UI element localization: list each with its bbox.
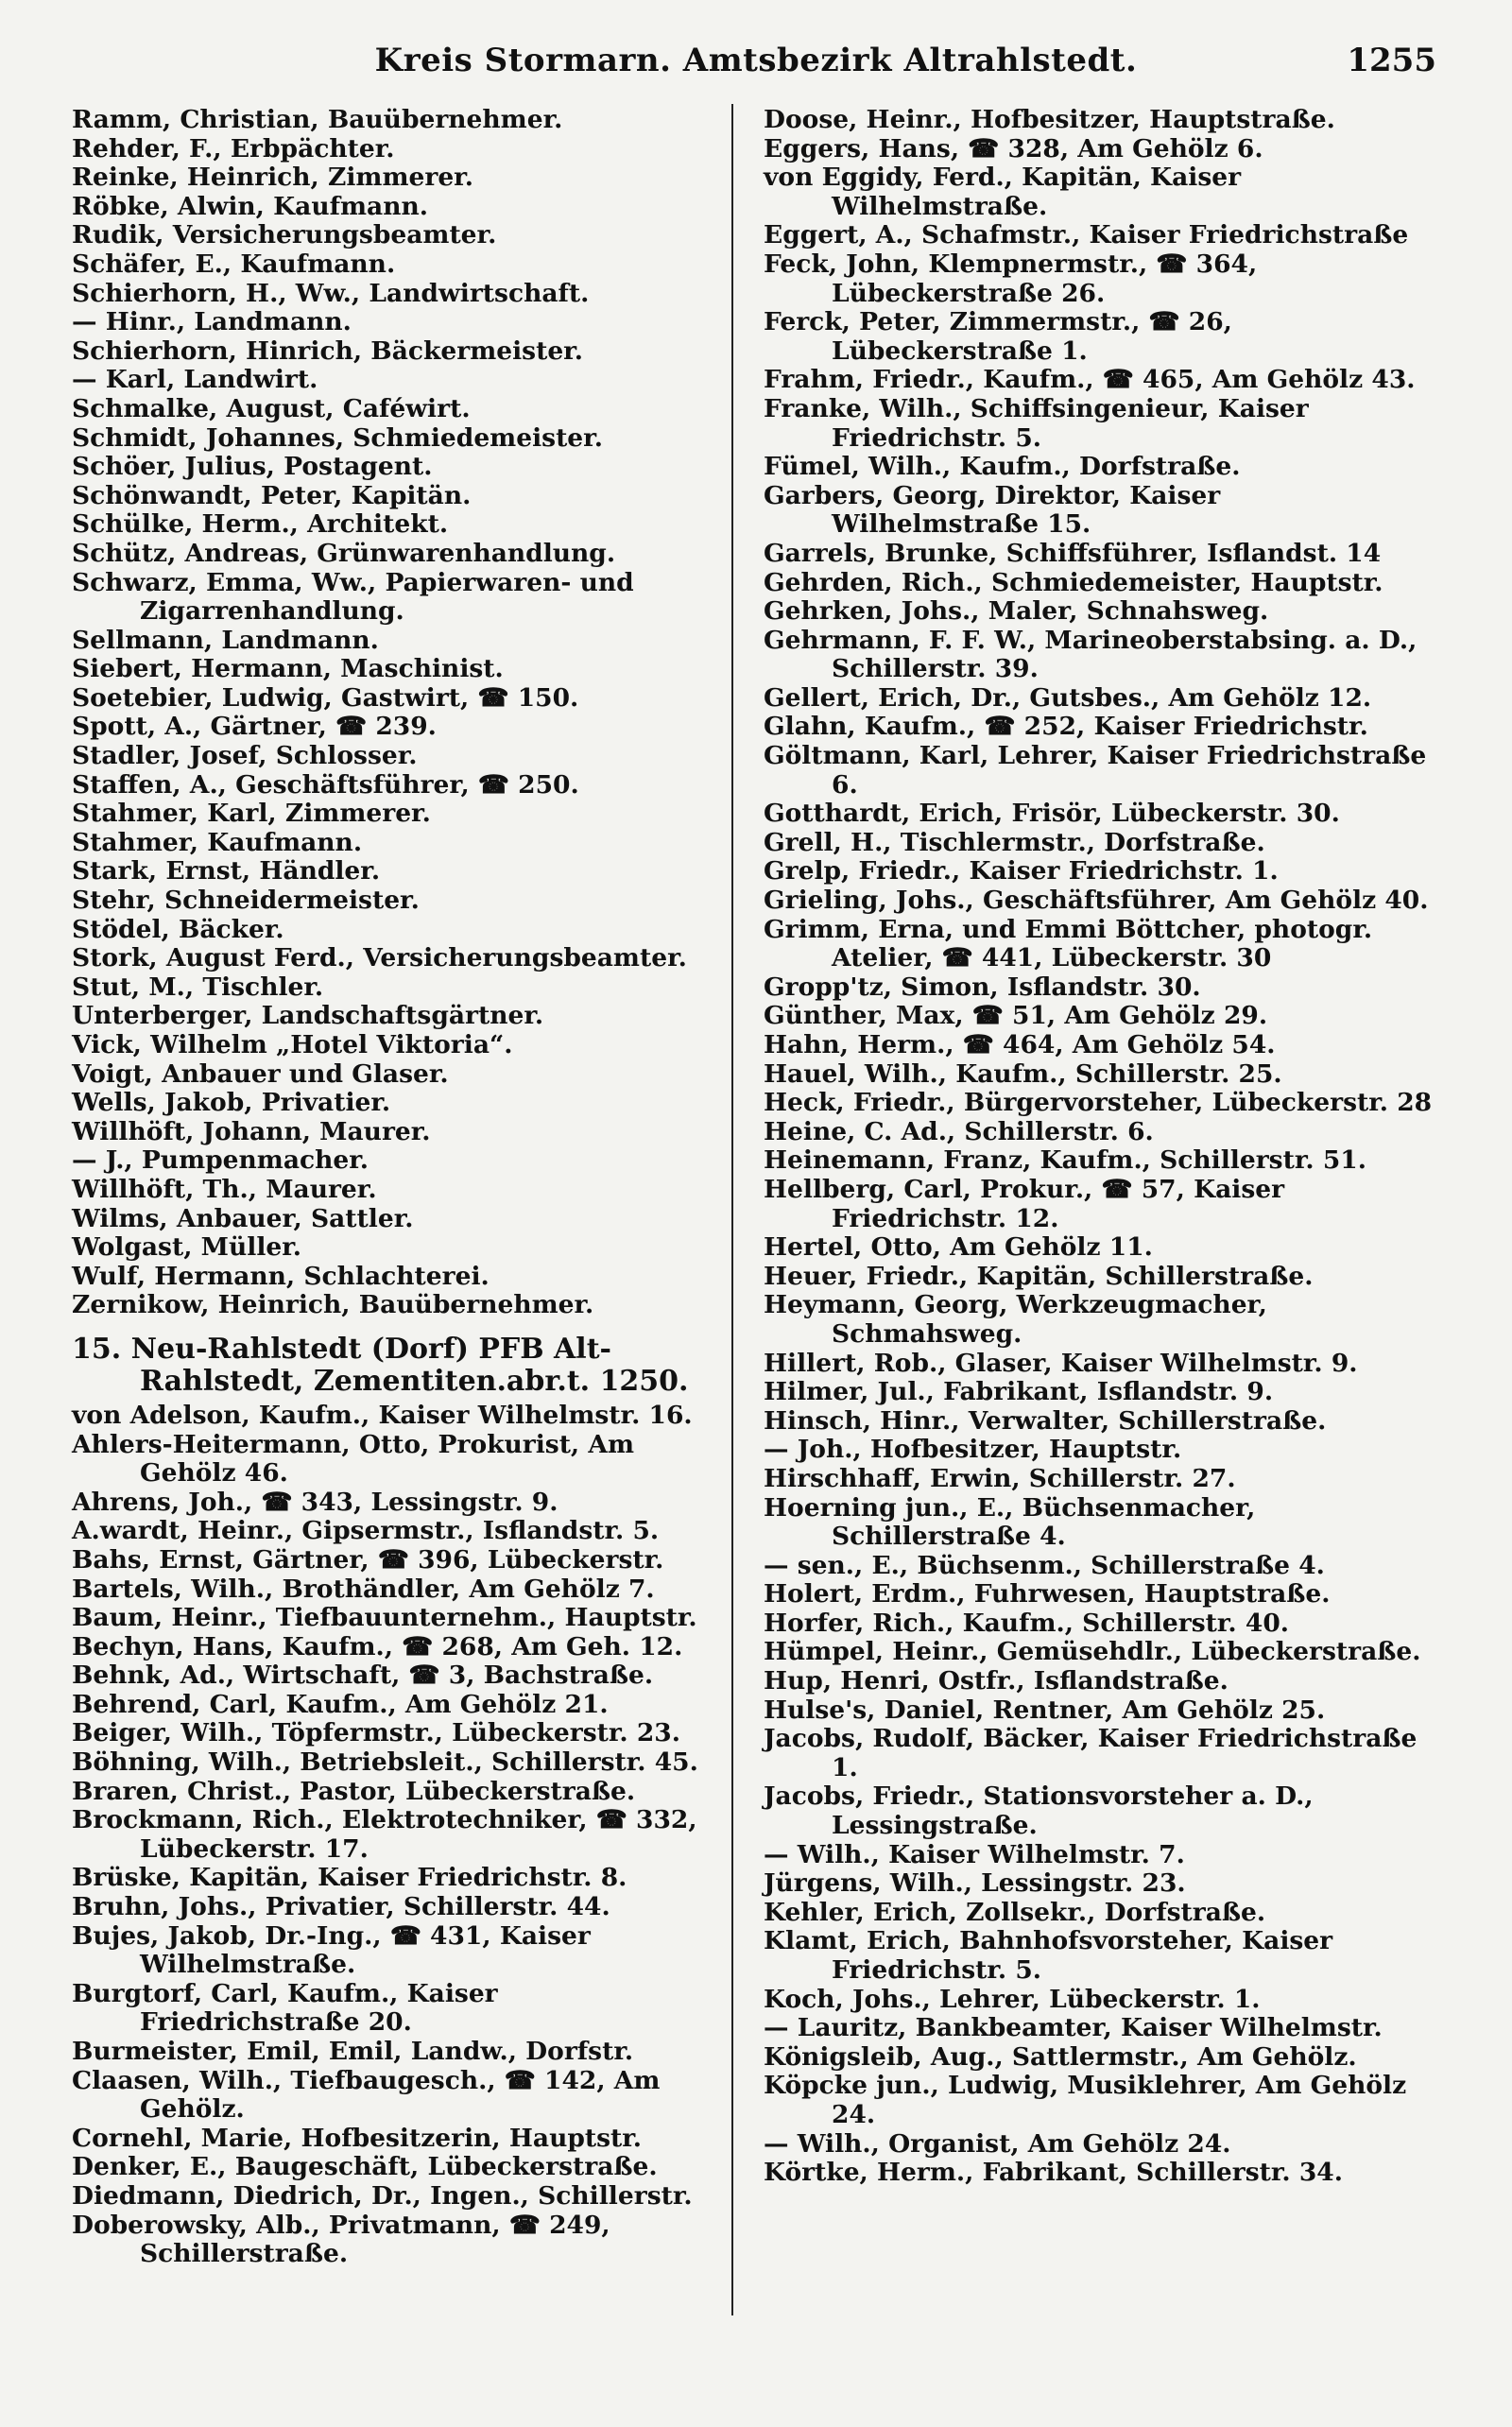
directory-entry: Hilmer, Jul., Fabrikant, Isflandstr. 9. [764, 1377, 1274, 1407]
directory-entry: Stahmer, Kaufmann. [72, 827, 363, 857]
directory-entry: Reinke, Heinrich, Zimmerer. [72, 163, 473, 193]
directory-entry: Hup, Henri, Ostfr., Isflandstraße. [764, 1666, 1228, 1696]
directory-entry: Wells, Jakob, Privatier. [72, 1088, 391, 1118]
directory-entry: A.wardt, Heinr., Gipsermstr., Isflandstr. 5. [72, 1516, 660, 1546]
directory-entry: Königsleib, Aug., Sattlermstr., Am Gehölz. [764, 2041, 1357, 2072]
directory-entry: Schöer, Julius, Postagent. [72, 452, 433, 482]
directory-entry: Diedmann, Diedrich, Dr., Ingen., Schillerstr. [72, 2180, 693, 2211]
directory-entry: Baum, Heinr., Tiefbauunternehm., Hauptstr. [72, 1603, 697, 1633]
directory-entry: Schülke, Herm., Architekt. [72, 509, 449, 540]
directory-entry: Bartels, Wilh., Brothändler, Am Gehölz 7. [72, 1574, 655, 1604]
directory-entry: Rudik, Versicherungsbeamter. [72, 220, 497, 250]
directory-entry: Denker, E., Baugeschäft, Lübeckerstraße. [72, 2152, 658, 2182]
directory-entry: Grimm, Erna, und Emmi Böttcher, photogr. Atelier, ☎ 441, Lübeckerstr. 30 [764, 914, 1373, 973]
directory-entry: Schmalke, August, Caféwirt. [72, 393, 471, 423]
directory-entry: Schierhorn, H., Ww., Landwirtschaft. [72, 278, 590, 308]
directory-entry: Wilms, Anbauer, Sattler. [72, 1203, 414, 1233]
directory-entry: Ahrens, Joh., ☎ 343, Lessingstr. 9. [72, 1487, 558, 1517]
directory-entry: Hirschhaff, Erwin, Schillerstr. 27. [764, 1463, 1236, 1493]
directory-entry: Stark, Ernst, Händler. [72, 856, 381, 886]
directory-entry: Stahmer, Karl, Zimmerer. [72, 799, 431, 829]
directory-entry: Köpcke jun., Ludwig, Musiklehrer, Am Gehölz 24. [764, 2071, 1407, 2129]
directory-entry: Brockmann, Rich., Elektrotechniker, ☎ 332, Lübeckerstr. 17. [72, 1805, 697, 1864]
directory-entry: Sellmann, Landmann. [72, 625, 379, 655]
directory-entry: Hinsch, Hinr., Verwalter, Schillerstraße. [764, 1405, 1327, 1436]
directory-entry: Bruhn, Johs., Privatier, Schillerstr. 44. [72, 1892, 610, 1922]
directory-entry: Wolgast, Müller. [72, 1232, 302, 1263]
directory-entry: Hillert, Rob., Glaser, Kaiser Wilhelmstr. 9. [764, 1348, 1358, 1378]
directory-entry: Hümpel, Heinr., Gemüsehdlr., Lübeckerstraße. [764, 1637, 1421, 1667]
directory-entry: Hoerning jun., E., Büchsenmacher, Schillerstraße 4. [764, 1492, 1256, 1552]
directory-entry: Gehrden, Rich., Schmiedemeister, Hauptstr. [764, 567, 1383, 597]
directory-entry: — Wilh., Organist, Am Gehölz 24. [764, 2128, 1231, 2159]
directory-entry: von Adelson, Kaufm., Kaiser Wilhelmstr. 16. [72, 1400, 693, 1430]
directory-entry: Gehrken, Johs., Maler, Schnahsweg. [764, 596, 1269, 627]
directory-entry: Kehler, Erich, Zollsekr., Dorfstraße. [764, 1897, 1266, 1927]
directory-entry: Bujes, Jakob, Dr.-Ing., ☎ 431, Kaiser Wilhelmstraße. [72, 1920, 591, 1980]
directory-entry: Heuer, Friedr., Kapitän, Schillerstraße. [764, 1261, 1314, 1291]
directory-entry: Gotthardt, Erich, Frisör, Lübeckerstr. 30. [764, 799, 1340, 829]
directory-entry: Eggert, A., Schafmstr., Kaiser Friedrichstraße [764, 220, 1409, 250]
column-divider [731, 104, 733, 2315]
directory-entry: Holert, Erdm., Fuhrwesen, Hauptstraße. [764, 1579, 1331, 1609]
directory-entry: Ferck, Peter, Zimmermstr., ☎ 26, Lübeckerstraße 1. [764, 307, 1232, 366]
directory-entry: Gropp'tz, Simon, Isflandstr. 30. [764, 972, 1201, 1002]
directory-entry: Eggers, Hans, ☎ 328, Am Gehölz 6. [764, 133, 1263, 164]
directory-entry: Beiger, Wilh., Töpfermstr., Lübeckerstr. 23. [72, 1718, 680, 1748]
left-column [72, 106, 724, 2269]
directory-entry: Grieling, Johs., Geschäftsführer, Am Gehölz 40. [764, 886, 1429, 916]
directory-entry: von Eggidy, Ferd., Kapitän, Kaiser Wilhelmstraße. [764, 163, 1242, 221]
directory-entry: Schönwandt, Peter, Kapitän. [72, 480, 472, 510]
page-number: 1255 [1347, 42, 1436, 79]
directory-entry: Brüske, Kapitän, Kaiser Friedrichstr. 8. [72, 1863, 627, 1893]
directory-entry: Ramm, Christian, Bauübernehmer. [72, 105, 563, 134]
directory-entry: Heck, Friedr., Bürgervorsteher, Lübeckerstr. 28 [764, 1088, 1433, 1118]
directory-entry: Grell, H., Tischlermstr., Dorfstraße. [764, 827, 1265, 857]
directory-entry: Schierhorn, Hinrich, Bäckermeister. [72, 336, 583, 366]
directory-entry: Stork, August Ferd., Versicherungsbeamter. [72, 943, 687, 973]
directory-entry: Glahn, Kaufm., ☎ 252, Kaiser Friedrichstr. [764, 712, 1368, 742]
directory-entry: — Karl, Landwirt. [72, 365, 318, 395]
directory-entry: Willhöft, Johann, Maurer. [72, 1116, 431, 1146]
directory-entry: — Joh., Hofbesitzer, Hauptstr. [764, 1435, 1182, 1465]
directory-entry: Fümel, Wilh., Kaufm., Dorfstraße. [764, 452, 1241, 482]
directory-entry: Stadler, Josef, Schlosser. [72, 741, 418, 771]
directory-entry: Hahn, Herm., ☎ 464, Am Gehölz 54. [764, 1030, 1276, 1059]
directory-entry: Göltmann, Karl, Lehrer, Kaiser Friedrichstraße 6. [764, 741, 1427, 800]
directory-entry: Siebert, Hermann, Maschinist. [72, 654, 504, 684]
directory-entry: Rehder, F., Erbpächter. [72, 133, 395, 164]
directory-entry: Frahm, Friedr., Kaufm., ☎ 465, Am Gehölz 43. [764, 365, 1416, 395]
directory-entry: Garbers, Georg, Direktor, Kaiser Wilhelmstraße 15. [764, 480, 1221, 540]
directory-entry: Burmeister, Emil, Emil, Landw., Dorfstr. [72, 2037, 634, 2066]
directory-entry: Hauel, Wilh., Kaufm., Schillerstr. 25. [764, 1059, 1282, 1089]
directory-entry: Gehrmann, F. F. W., Marineoberstabsing. a. D., Schillerstr. 39. [764, 625, 1418, 684]
directory-entry: Doberowsky, Alb., Privatmann, ☎ 249, Schillerstraße. [72, 2210, 610, 2269]
directory-entry: Stut, M., Tischler. [72, 972, 324, 1002]
directory-entry: Jacobs, Rudolf, Bäcker, Kaiser Friedrichstraße 1. [764, 1724, 1418, 1782]
directory-entry: Böhning, Wilh., Betriebsleit., Schillerstr. 45. [72, 1747, 698, 1778]
directory-entry: Schwarz, Emma, Ww., Papierwaren- und Zigarrenhandlung. [72, 567, 634, 627]
directory-entry: Behrend, Carl, Kaufm., Am Gehölz 21. [72, 1689, 609, 1719]
directory-entry: Heinemann, Franz, Kaufm., Schillerstr. 51. [764, 1145, 1366, 1176]
directory-entry: Günther, Max, ☎ 51, Am Gehölz 29. [764, 1001, 1268, 1031]
directory-entry: Soetebier, Ludwig, Gastwirt, ☎ 150. [72, 682, 579, 713]
directory-entry: Unterberger, Landschaftsgärtner. [72, 1001, 544, 1031]
directory-entry: Heymann, Georg, Werkzeugmacher, Schmahsweg. [764, 1290, 1267, 1349]
directory-entry: Bechyn, Hans, Kaufm., ☎ 268, Am Geh. 12. [72, 1631, 683, 1661]
directory-entry: Doose, Heinr., Hofbesitzer, Hauptstraße. [764, 105, 1335, 134]
directory-entry: Cornehl, Marie, Hofbesitzerin, Hauptstr. [72, 2123, 643, 2153]
directory-entry: Staffen, A., Geschäftsführer, ☎ 250. [72, 769, 579, 800]
directory-entry: Klamt, Erich, Bahnhofsvorsteher, Kaiser Friedrichstr. 5. [764, 1926, 1333, 1985]
directory-entry: Körtke, Herm., Fabrikant, Schillerstr. 34. [764, 2158, 1343, 2188]
directory-entry: Bahs, Ernst, Gärtner, ☎ 396, Lübeckerstr. [72, 1544, 664, 1575]
directory-entry: Röbke, Alwin, Kaufmann. [72, 191, 428, 221]
directory-entry: Franke, Wilh., Schiffsingenieur, Kaiser Friedrichstr. 5. [764, 393, 1309, 453]
directory-entry: Stehr, Schneidermeister. [72, 886, 420, 916]
directory-entry: Braren, Christ., Pastor, Lübeckerstraße. [72, 1776, 636, 1806]
directory-entry: Vick, Wilhelm „Hotel Viktoria“. [72, 1030, 513, 1059]
directory-entry: Koch, Johs., Lehrer, Lübeckerstr. 1. [764, 1984, 1261, 2014]
directory-entry: Garrels, Brunke, Schiffsführer, Isflandst. 14 [764, 538, 1382, 568]
directory-entry: Gellert, Erich, Dr., Gutsbes., Am Gehölz 12. [764, 682, 1372, 713]
directory-entry: — Wilh., Kaiser Wilhelmstr. 7. [764, 1839, 1185, 1869]
page-title: Kreis Stormarn. Amtsbezirk Altrahlstedt. [374, 42, 1138, 79]
directory-entry: Spott, A., Gärtner, ☎ 239. [72, 712, 437, 742]
directory-entry: Jürgens, Wilh., Lessingstr. 23. [764, 1868, 1186, 1899]
section-heading: 15. Neu-Rahlstedt (Dorf) PFB Alt-Rahlstedt, Zementiten.abr.t. 1250. [72, 1332, 689, 1398]
directory-entry: Wulf, Hermann, Schlachterei. [72, 1261, 490, 1291]
directory-entry: Jacobs, Friedr., Stationsvorsteher a. D., Lessingstraße. [764, 1782, 1314, 1841]
directory-entry: Schäfer, E., Kaufmann. [72, 249, 396, 279]
right-column [764, 106, 1435, 2188]
directory-entry: — sen., E., Büchsenm., Schillerstraße 4. [764, 1550, 1325, 1580]
directory-entry: Claasen, Wilh., Tiefbaugesch., ☎ 142, Am Gehölz. [72, 2065, 661, 2125]
directory-entry: — Lauritz, Bankbeamter, Kaiser Wilhelmstr. [764, 2013, 1383, 2043]
directory-entry: Schmidt, Johannes, Schmiedemeister. [72, 422, 603, 453]
directory-entry: Feck, John, Klempnermstr., ☎ 364, Lübeckerstraße 26. [764, 249, 1258, 308]
directory-entry: Behnk, Ad., Wirtschaft, ☎ 3, Bachstraße. [72, 1661, 654, 1691]
directory-entry: Stödel, Bäcker. [72, 914, 284, 944]
directory-entry: Hulse's, Daniel, Rentner, Am Gehölz 25. [764, 1695, 1326, 1725]
page-header [76, 28, 1436, 95]
directory-entry: Voigt, Anbauer und Glaser. [72, 1059, 449, 1089]
directory-entry: Ahlers-Heitermann, Otto, Prokurist, Am Gehölz 46. [72, 1429, 634, 1489]
directory-entry: — J., Pumpenmacher. [72, 1145, 369, 1176]
directory-entry: Horfer, Rich., Kaufm., Schillerstr. 40. [764, 1608, 1289, 1638]
directory-entry: Hertel, Otto, Am Gehölz 11. [764, 1232, 1153, 1263]
directory-entry: Zernikow, Heinrich, Bauübernehmer. [72, 1290, 594, 1320]
directory-entry: — Hinr., Landmann. [72, 307, 352, 337]
directory-entry: Heine, C. Ad., Schillerstr. 6. [764, 1116, 1154, 1146]
directory-entry: Burgtorf, Carl, Kaufm., Kaiser Friedrichstraße 20. [72, 1978, 498, 2038]
directory-entry: Schütz, Andreas, Grünwarenhandlung. [72, 538, 616, 568]
directory-entry: Willhöft, Th., Maurer. [72, 1174, 377, 1204]
directory-entry: Hellberg, Carl, Prokur., ☎ 57, Kaiser Friedrichstr. 12. [764, 1174, 1285, 1233]
directory-entry: Grelp, Friedr., Kaiser Friedrichstr. 1. [764, 856, 1279, 886]
